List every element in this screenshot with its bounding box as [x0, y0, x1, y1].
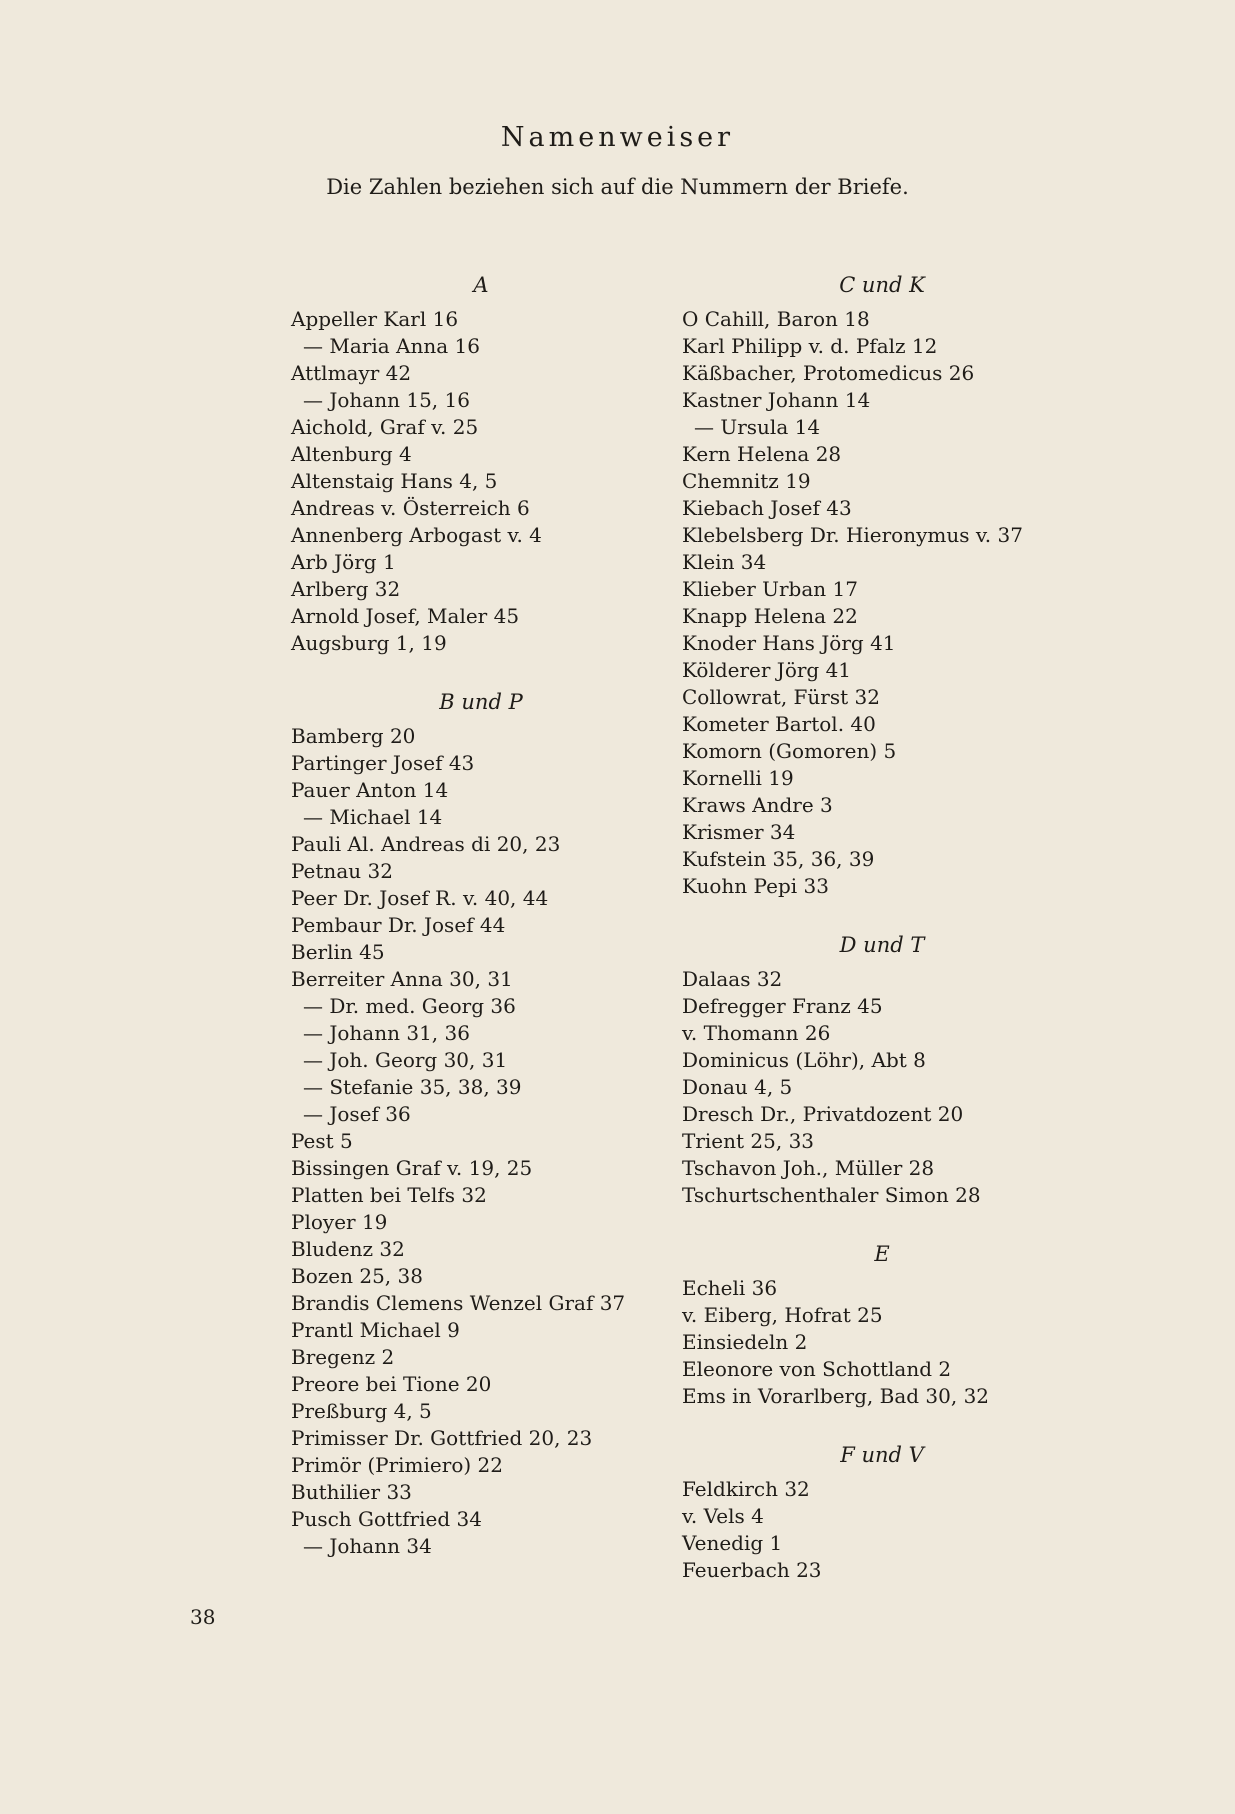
index-subentry: — Joh. Georg 30, 31 — [303, 1048, 508, 1072]
index-entry: Bozen 25, 38 — [291, 1264, 423, 1288]
index-entry: Karl Philipp v. d. Pfalz 12 — [682, 334, 938, 358]
section-heading: D und T — [839, 933, 925, 957]
section-heading: A — [473, 273, 489, 297]
index-entry: Altenstaig Hans 4, 5 — [291, 469, 498, 493]
index-entry: Klebelsberg Dr. Hieronymus v. 37 — [682, 523, 1023, 547]
index-entry: Bissingen Graf v. 19, 25 — [291, 1156, 533, 1180]
section-heading: E — [874, 1242, 890, 1266]
index-entry: Eleonore von Schottland 2 — [682, 1357, 952, 1381]
index-entry: Venedig 1 — [682, 1531, 783, 1555]
index-section — [682, 930, 1082, 1209]
index-entry: Pauli Al. Andreas di 20, 23 — [291, 832, 561, 856]
index-entry: Petnau 32 — [291, 859, 393, 883]
index-section — [291, 270, 671, 657]
index-entry: Buthilier 33 — [291, 1480, 412, 1504]
index-subentry: — Johann 15, 16 — [303, 388, 470, 412]
index-entry: Ems in Vorarlberg, Bad 30, 32 — [682, 1384, 990, 1408]
index-entry: Kraws Andre 3 — [682, 793, 833, 817]
page-subtitle: Die Zahlen beziehen sich auf die Nummern der Briefe. — [326, 175, 909, 199]
index-subentry: — Maria Anna 16 — [303, 334, 480, 358]
index-entry: Brandis Clemens Wenzel Graf 37 — [291, 1291, 626, 1315]
index-entry: Donau 4, 5 — [682, 1075, 793, 1099]
index-entry: Pusch Gottfried 34 — [291, 1507, 482, 1531]
index-entry: Dalaas 32 — [682, 967, 783, 991]
index-entry: Platten bei Telfs 32 — [291, 1183, 487, 1207]
index-entry: Chemnitz 19 — [682, 469, 811, 493]
index-entry: Tschurtschenthaler Simon 28 — [682, 1183, 981, 1207]
index-entry: Berreiter Anna 30, 31 — [291, 967, 513, 991]
index-entry: Attlmayr 42 — [291, 361, 412, 385]
index-entry: Arnold Josef, Maler 45 — [291, 604, 520, 628]
index-entry: Prantl Michael 9 — [291, 1318, 460, 1342]
index-entry: Partinger Josef 43 — [291, 751, 475, 775]
index-entry: Arlberg 32 — [291, 577, 401, 601]
index-entry: Bamberg 20 — [291, 724, 416, 748]
section-heading: F und V — [840, 1443, 924, 1467]
index-entry: Komorn (Gomoren) 5 — [682, 739, 897, 763]
index-entry: Krismer 34 — [682, 820, 796, 844]
index-entry: Kölderer Jörg 41 — [682, 658, 852, 682]
index-entry: Käßbacher, Protomedicus 26 — [682, 361, 975, 385]
index-section — [682, 1440, 1082, 1584]
index-entry: Augsburg 1, 19 — [291, 631, 447, 655]
index-entry: Peer Dr. Josef R. v. 40, 44 — [291, 886, 549, 910]
index-subentry: — Johann 34 — [303, 1534, 432, 1558]
index-subentry: — Michael 14 — [303, 805, 443, 829]
index-entry: v. Eiberg, Hofrat 25 — [682, 1303, 883, 1327]
index-entry: v. Vels 4 — [682, 1504, 764, 1528]
page-number: 38 — [190, 1605, 216, 1629]
index-entry: Dresch Dr., Privatdozent 20 — [682, 1102, 964, 1126]
index-entry: Primör (Primiero) 22 — [291, 1453, 503, 1477]
index-entry: Kuohn Pepi 33 — [682, 874, 829, 898]
index-entry: Feldkirch 32 — [682, 1477, 810, 1501]
index-entry: Arb Jörg 1 — [291, 550, 396, 574]
index-entry: Preore bei Tione 20 — [291, 1372, 492, 1396]
index-entry: Annenberg Arbogast v. 4 — [291, 523, 542, 547]
index-subentry: — Josef 36 — [303, 1102, 411, 1126]
index-entry: Kiebach Josef 43 — [682, 496, 852, 520]
index-entry: Kufstein 35, 36, 39 — [682, 847, 875, 871]
index-column-left — [291, 270, 671, 1560]
index-entry: Kornelli 19 — [682, 766, 794, 790]
index-section — [682, 270, 1082, 900]
index-entry: Einsiedeln 2 — [682, 1330, 808, 1354]
index-column-right — [682, 270, 1082, 1584]
index-section — [291, 687, 671, 1560]
section-heading: B und P — [439, 690, 523, 714]
index-entry: Klein 34 — [682, 550, 767, 574]
index-entry: v. Thomann 26 — [682, 1021, 831, 1045]
index-entry: Pauer Anton 14 — [291, 778, 449, 802]
index-subentry: — Dr. med. Georg 36 — [303, 994, 516, 1018]
index-entry: Trient 25, 33 — [682, 1129, 815, 1153]
index-entry: Bludenz 32 — [291, 1237, 405, 1261]
page-title: Namenweiser — [500, 122, 735, 153]
index-entry: Pest 5 — [291, 1129, 353, 1153]
index-entry: Aichold, Graf v. 25 — [291, 415, 479, 439]
index-entry: Appeller Karl 16 — [291, 307, 459, 331]
index-entry: Collowrat, Fürst 32 — [682, 685, 880, 709]
index-entry: Berlin 45 — [291, 940, 385, 964]
index-entry: Knapp Helena 22 — [682, 604, 858, 628]
index-entry: Klieber Urban 17 — [682, 577, 858, 601]
index-entry: Pembaur Dr. Josef 44 — [291, 913, 506, 937]
index-entry: Knoder Hans Jörg 41 — [682, 631, 896, 655]
index-section — [682, 1239, 1082, 1410]
index-entry: Echeli 36 — [682, 1276, 778, 1300]
index-entry: Ployer 19 — [291, 1210, 388, 1234]
index-entry: Kastner Johann 14 — [682, 388, 871, 412]
index-entry: Kern Helena 28 — [682, 442, 842, 466]
index-subentry: — Stefanie 35, 38, 39 — [303, 1075, 522, 1099]
index-entry: Dominicus (Löhr), Abt 8 — [682, 1048, 926, 1072]
index-entry: O Cahill, Baron 18 — [682, 307, 870, 331]
index-entry: Preßburg 4, 5 — [291, 1399, 432, 1423]
index-entry: Kometer Bartol. 40 — [682, 712, 876, 736]
index-entry: Primisser Dr. Gottfried 20, 23 — [291, 1426, 593, 1450]
index-entry: Altenburg 4 — [291, 442, 412, 466]
index-entry: Feuerbach 23 — [682, 1558, 822, 1582]
index-entry: Andreas v. Österreich 6 — [291, 496, 530, 520]
index-entry: Tschavon Joh., Müller 28 — [682, 1156, 935, 1180]
index-subentry: — Johann 31, 36 — [303, 1021, 470, 1045]
section-heading: C und K — [839, 273, 925, 297]
index-entry: Bregenz 2 — [291, 1345, 395, 1369]
index-entry: Defregger Franz 45 — [682, 994, 883, 1018]
index-subentry: — Ursula 14 — [694, 415, 821, 439]
